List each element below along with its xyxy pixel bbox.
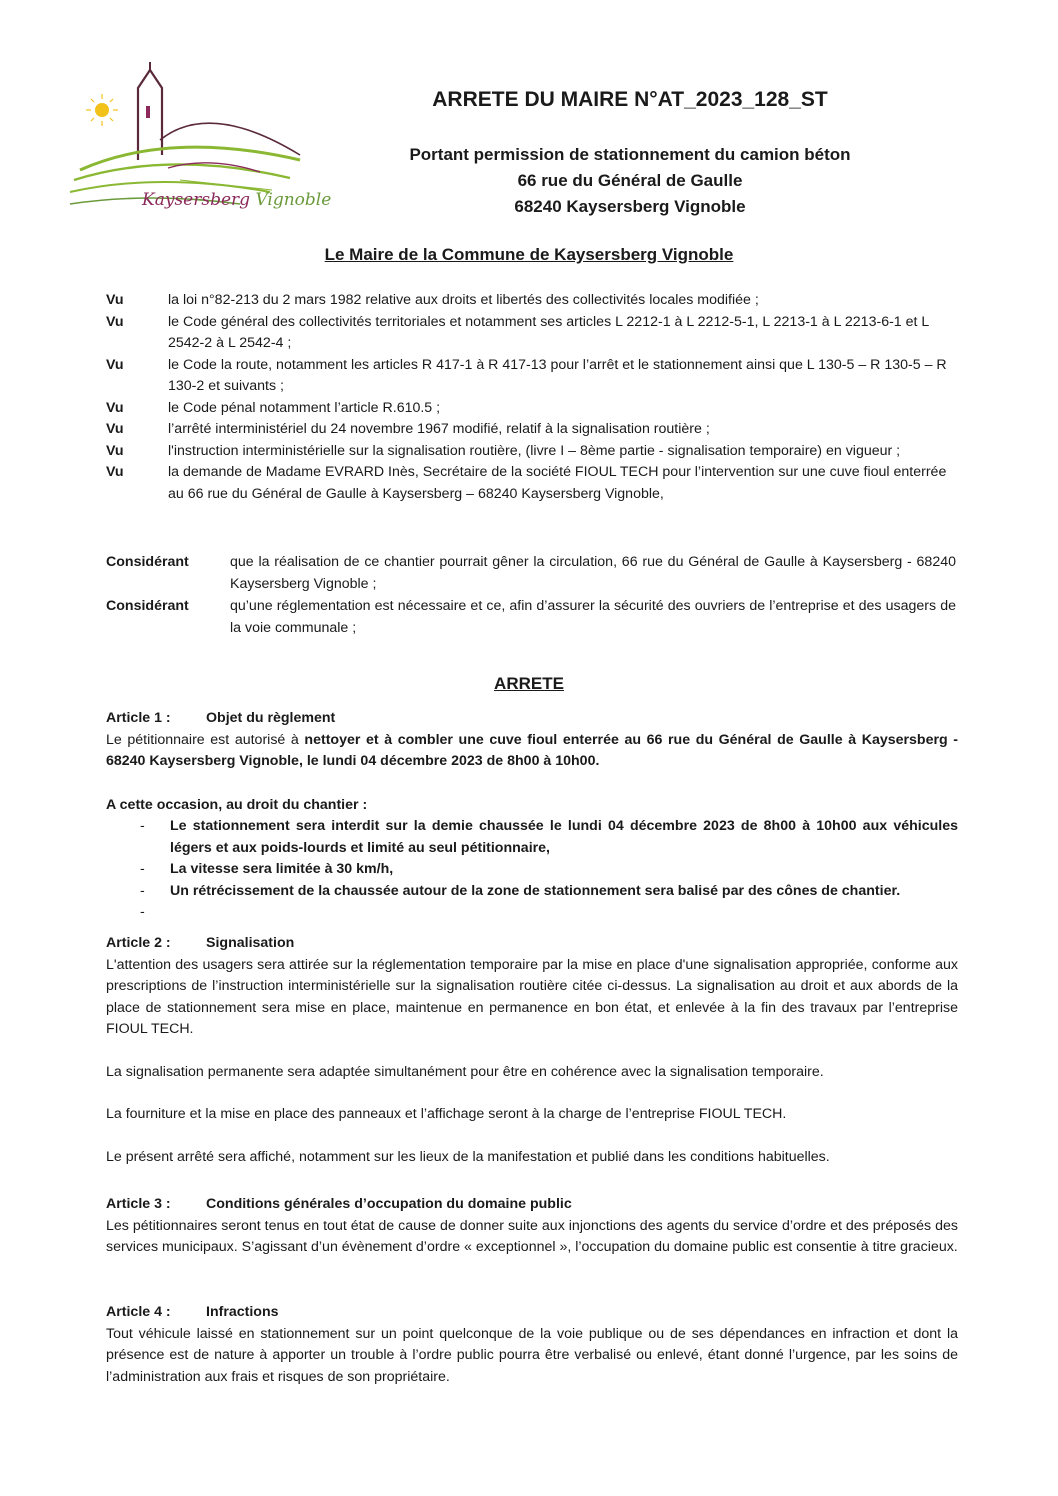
article-4: [106, 1302, 958, 1388]
vu-item: [106, 462, 956, 505]
considerant-label: Considérant: [106, 554, 189, 570]
vu-label: Vu: [106, 356, 124, 373]
article-4-heading: [106, 1302, 958, 1324]
subtitle-line-1: Portant permission de stationnement du camion béton: [409, 145, 851, 164]
vu-item: [106, 290, 956, 312]
article-1: [106, 708, 958, 924]
article-3-paragraph: Les pétitionnaires seront tenus en tout état de cause de donner suite aux injonctions des agents du service d’ordre et des préposés des services municipaux. S’agissant d’un évènement d’ordre « exceptionnel », l’occupation du domaine public est consentie à titre gracieux.: [106, 1217, 958, 1255]
article-1-text: Le pétitionnaire est autorisé à: [106, 731, 305, 748]
vu-text: le Code général des collectivités territoriales et notamment ses articles L 2212-1 à L 2212-5-1, L 2213-1 à L 2213-6-1 et L 2542-2 à L 2542-4 ;: [168, 313, 929, 351]
vu-text: la demande de Madame EVRARD Inès, Secrétaire de la société FIOUL TECH pour l’intervention sur une cuve fioul enterrée au 66 rue du Général de Gaulle à Kaysersberg – 68240 Kaysersberg Vignoble,: [168, 464, 947, 502]
list-text: [170, 902, 958, 924]
article-title: Objet du règlement: [206, 710, 336, 726]
vu-text: l’arrêté interministériel du 24 novembre 1967 modifié, relatif à la signalisation routière ;: [168, 421, 710, 437]
article-4-paragraph: Tout véhicule laissé en stationnement sur un point quelconque de la voie publique ou de ses dépendances en infraction et dont la présence est de nature à apporter un trouble à l’ordre public pourra être verbalisé ou enlevé, étant donné l’urgence, par les soins de l’administration aux frais et risques de son propriétaire.: [106, 1325, 958, 1385]
vu-label: Vu: [106, 313, 124, 330]
article-1-bold-text: nettoyer et à combler une cuve fioul enterrée au 66 rue du Général de Gaulle à Kaysersberg - 68240 Kaysersberg Vignoble, le lundi 04 décembre 2023 de 8h00 à 10h00.: [106, 731, 959, 769]
article-2-paragraph-3: La fourniture et la mise en place des panneaux et l’affichage seront à la charge de l’entreprise FIOUL TECH.: [106, 1106, 787, 1122]
vu-item: [106, 398, 956, 420]
list-item: [106, 859, 958, 881]
article-2: [106, 933, 958, 1168]
considerant-label: Considérant: [106, 598, 189, 614]
vu-label: Vu: [106, 292, 124, 308]
arrete-heading: ARRETE: [494, 674, 564, 693]
vu-item: [106, 355, 956, 398]
list-item: [106, 881, 958, 903]
list-dash: -: [140, 882, 145, 899]
list-text: Le stationnement sera interdit sur la demie chaussée le lundi 04 décembre 2023 de 8h00 à 10h00 aux véhicules légers et aux poids-lourds et limité au seul pétitionnaire,: [170, 818, 958, 856]
article-number: Article 1 :: [106, 710, 171, 726]
list-dash: -: [140, 818, 145, 834]
article-1-heading: [106, 708, 958, 730]
article-1-list: [106, 816, 958, 924]
vu-text: la loi n°82-213 du 2 mars 1982 relative aux droits et libertés des collectivités locales modifiée ;: [168, 292, 759, 308]
considerant-list: [106, 552, 956, 640]
vu-text: le Code la route, notamment les articles R 417-1 à R 417-13 pour l’arrêt et le stationnement ainsi que L 130-5 – R 130-5 – R 130-2 et suivants ;: [168, 356, 947, 394]
list-item: [106, 902, 958, 924]
vu-text: le Code pénal notamment l’article R.610.5 ;: [168, 399, 441, 416]
decree-title: ARRETE DU MAIRE N°AT_2023_128_ST: [432, 88, 828, 111]
decree-subtitle: [330, 142, 930, 220]
article-1-occasion: A cette occasion, au droit du chantier :: [106, 796, 368, 813]
article-number: Article 4 :: [106, 1304, 171, 1320]
list-dash: -: [140, 904, 145, 920]
list-text: Un rétrécissement de la chaussée autour de la zone de stationnement sera balisé par des cônes de chantier.: [170, 882, 901, 899]
vu-text: l'instruction interministérielle sur la signalisation routière, (livre I – 8ème partie - signalisation temporaire) en vigueur ;: [168, 442, 901, 459]
article-2-paragraph-1: L'attention des usagers sera attirée sur la réglementation temporaire par la mise en place d'une signalisation appropriée, conforme aux prescriptions de l’instruction interministérielle sur la signalisation routière citée ci-dessus. La signalisation au droit et aux abords de la place de stationnement sera mise en place, maintenue en permanence en bon état, et enlevée à la fin des travaux par l’entreprise FIOUL TECH.: [106, 956, 958, 1037]
logo-brand: Kaysersberg: [142, 190, 251, 210]
subtitle-line-3: 68240 Kaysersberg Vignoble: [514, 197, 746, 216]
vu-label: Vu: [106, 442, 124, 459]
vu-label: Vu: [106, 421, 124, 437]
vu-item: [106, 419, 956, 441]
article-title: Signalisation: [206, 935, 295, 951]
article-number: Article 3 :: [106, 1196, 171, 1212]
vu-label: Vu: [106, 399, 124, 416]
vu-list: [106, 290, 956, 505]
article-title: Conditions générales d’occupation du domaine public: [206, 1196, 572, 1212]
considerant-item: [106, 552, 956, 595]
article-title: Infractions: [206, 1304, 279, 1320]
vu-item: [106, 312, 956, 355]
article-2-paragraph-2: La signalisation permanente sera adaptée simultanément pour être en cohérence avec la signalisation temporaire.: [106, 1063, 824, 1080]
subtitle-line-2: 66 rue du Général de Gaulle: [517, 171, 743, 190]
vu-label: Vu: [106, 464, 124, 480]
article-2-paragraph-4: Le présent arrêté sera affiché, notamment sur les lieux de la manifestation et publié dans les conditions habituelles.: [106, 1148, 830, 1165]
list-item: [106, 816, 958, 859]
list-text: La vitesse sera limitée à 30 km/h,: [170, 861, 394, 877]
considerant-text: que la réalisation de ce chantier pourrait gêner la circulation, 66 rue du Général de Gaulle à Kaysersberg - 68240 Kaysersberg Vignoble ;: [230, 554, 956, 592]
logo-wordmark: [142, 190, 331, 210]
vu-item: [106, 441, 956, 463]
article-number: Article 2 :: [106, 935, 171, 951]
logo-brand-v: Vignoble: [255, 190, 332, 210]
mayor-heading: Le Maire de la Commune de Kaysersberg Vignoble: [324, 245, 734, 264]
list-dash: -: [140, 861, 145, 877]
considerant-text: qu’une réglementation est nécessaire et ce, afin d’assurer la sécurité des ouvriers de l’entreprise et des usagers de la voie communale ;: [230, 598, 956, 636]
article-3-heading: [106, 1194, 958, 1216]
article-2-heading: [106, 933, 958, 955]
considerant-item: [106, 596, 956, 639]
article-1-paragraph: [106, 730, 958, 773]
article-3: [106, 1194, 958, 1259]
